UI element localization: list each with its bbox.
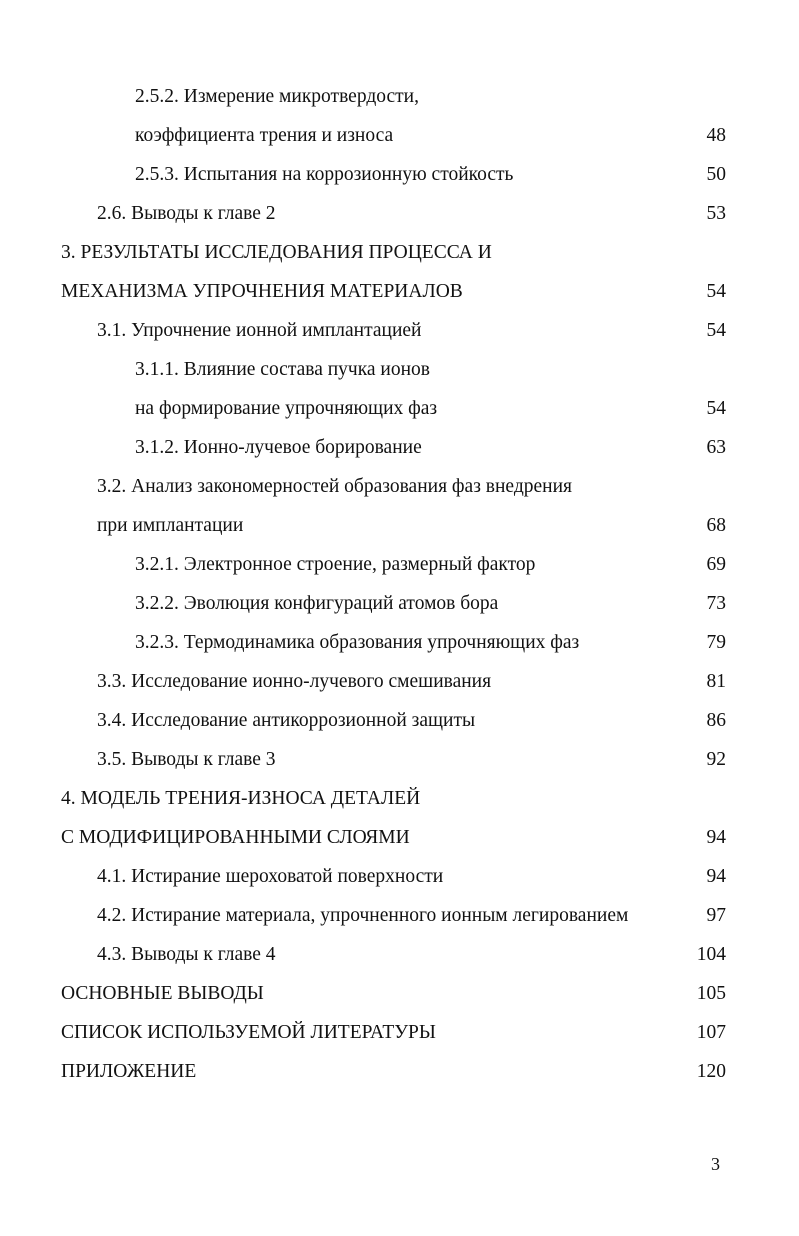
toc-entry-title: 4. МОДЕЛЬ ТРЕНИЯ-ИЗНОСА ДЕТАЛЕЙ — [61, 788, 421, 809]
toc-entry-title: 3. РЕЗУЛЬТАТЫ ИССЛЕДОВАНИЯ ПРОЦЕССА И — [61, 242, 492, 263]
table-of-contents — [0, 77, 799, 1091]
toc-entry-page: 120 — [696, 1061, 726, 1082]
toc-entry-page: 69 — [706, 554, 726, 575]
toc-entry-title: 2.5.3. Испытания на коррозионную стойкость — [135, 164, 514, 185]
toc-entry — [0, 311, 799, 350]
toc-entry-page: 48 — [706, 125, 726, 146]
toc-entry-page: 73 — [706, 593, 726, 614]
toc-entry-page: 50 — [706, 164, 726, 185]
toc-entry-title: 3.1. Упрочнение ионной имплантацией — [97, 320, 422, 341]
toc-entry — [0, 155, 799, 194]
toc-entry-title: ПРИЛОЖЕНИЕ — [61, 1061, 197, 1082]
toc-entry — [0, 584, 799, 623]
toc-entry — [0, 935, 799, 974]
toc-entry-title: 3.1.1. Влияние состава пучка ионов — [135, 359, 431, 380]
toc-entry-title: 3.2. Анализ закономерностей образования фаз внедрения — [97, 476, 572, 497]
toc-entry-page: 63 — [706, 437, 726, 458]
toc-entry-title: 2.6. Выводы к главе 2 — [97, 203, 276, 224]
toc-entry — [0, 818, 799, 857]
toc-entry-page: 54 — [706, 281, 726, 302]
toc-entry — [0, 272, 799, 311]
toc-entry — [0, 1052, 799, 1091]
toc-entry-title: 2.5.2. Измерение микротвердости, — [135, 86, 419, 107]
toc-entry — [0, 116, 799, 155]
toc-entry-title: 3.2.3. Термодинамика образования упрочняющих фаз — [135, 632, 580, 653]
toc-entry-title: 3.5. Выводы к главе 3 — [97, 749, 276, 770]
toc-entry-page: 107 — [696, 1022, 726, 1043]
toc-entry-title: ОСНОВНЫЕ ВЫВОДЫ — [61, 983, 264, 1004]
toc-entry-page: 81 — [706, 671, 726, 692]
toc-entry — [0, 467, 799, 506]
toc-entry-page: 92 — [706, 749, 726, 770]
toc-entry — [0, 506, 799, 545]
toc-entry-title: 4.2. Истирание материала, упрочненного ионным легированием — [97, 905, 629, 926]
toc-entry-page: 94 — [706, 866, 726, 887]
toc-entry-title: 3.4. Исследование антикоррозионной защиты — [97, 710, 476, 731]
toc-entry-title: 3.1.2. Ионно-лучевое борирование — [135, 437, 422, 458]
toc-entry-title: коэффициента трения и износа — [135, 125, 394, 146]
toc-entry — [0, 428, 799, 467]
toc-entry — [0, 701, 799, 740]
toc-entry-page: 54 — [706, 320, 726, 341]
toc-entry-title: 3.2.1. Электронное строение, размерный фактор — [135, 554, 536, 575]
toc-entry-page: 68 — [706, 515, 726, 536]
toc-entry — [0, 662, 799, 701]
toc-entry-title: при имплантации — [97, 515, 244, 536]
toc-entry-page: 79 — [706, 632, 726, 653]
toc-entry — [0, 194, 799, 233]
toc-entry — [0, 233, 799, 272]
toc-entry-title: СПИСОК ИСПОЛЬЗУЕМОЙ ЛИТЕРАТУРЫ — [61, 1022, 436, 1043]
toc-entry — [0, 857, 799, 896]
toc-entry — [0, 1013, 799, 1052]
toc-entry — [0, 623, 799, 662]
toc-entry-page: 53 — [706, 203, 726, 224]
toc-entry-page: 105 — [696, 983, 726, 1004]
toc-entry — [0, 545, 799, 584]
toc-entry — [0, 896, 799, 935]
page-number: 3 — [711, 1154, 720, 1174]
toc-entry — [0, 389, 799, 428]
toc-entry — [0, 740, 799, 779]
toc-entry-page: 94 — [706, 827, 726, 848]
toc-entry-title: на формирование упрочняющих фаз — [135, 398, 438, 419]
toc-entry — [0, 77, 799, 116]
toc-entry-page: 54 — [706, 398, 726, 419]
toc-entry-title: 3.2.2. Эволюция конфигураций атомов бора — [135, 593, 499, 614]
toc-entry-title: МЕХАНИЗМА УПРОЧНЕНИЯ МАТЕРИАЛОВ — [61, 281, 463, 302]
toc-entry-title: 4.3. Выводы к главе 4 — [97, 944, 276, 965]
toc-entry-page: 97 — [706, 905, 726, 926]
toc-entry — [0, 974, 799, 1013]
toc-entry-page: 104 — [696, 944, 726, 965]
toc-entry-title: 4.1. Истирание шероховатой поверхности — [97, 866, 444, 887]
toc-entry-title: С МОДИФИЦИРОВАННЫМИ СЛОЯМИ — [61, 827, 410, 848]
toc-entry — [0, 779, 799, 818]
toc-entry-page: 86 — [706, 710, 726, 731]
toc-entry-title: 3.3. Исследование ионно-лучевого смешивания — [97, 671, 492, 692]
toc-entry — [0, 350, 799, 389]
